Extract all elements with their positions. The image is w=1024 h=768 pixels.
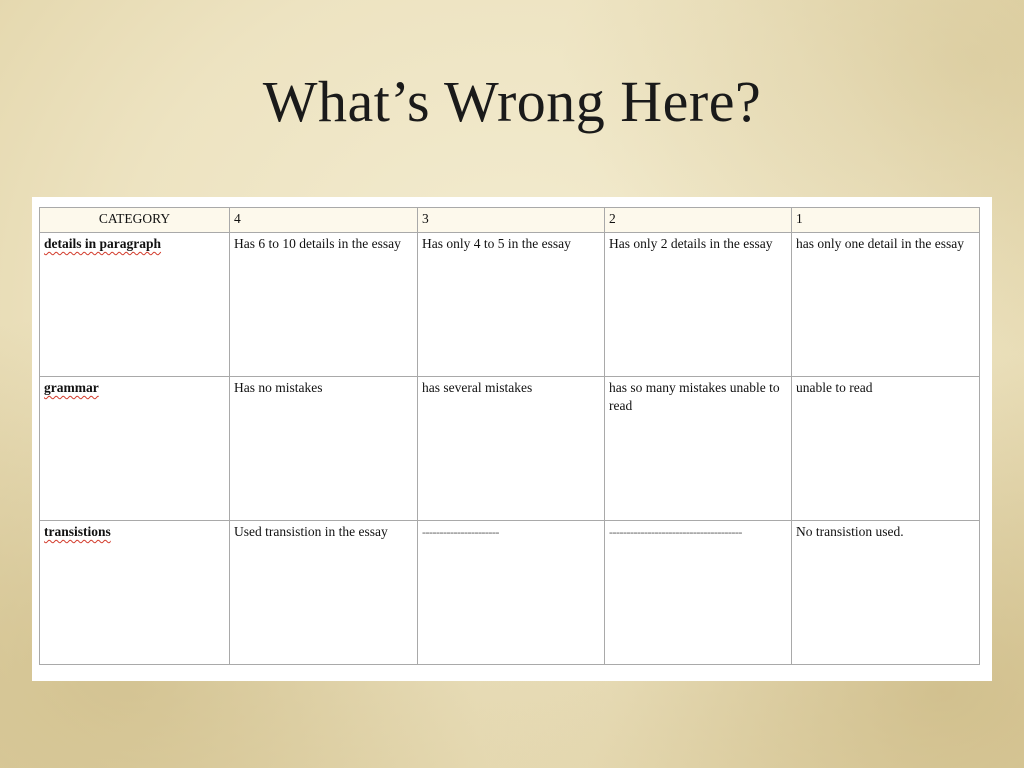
slide-title: What’s Wrong Here? [262,69,762,134]
rubric-table [39,207,980,665]
table-row [40,233,980,377]
table-cell: -------------------------------------- [605,521,792,665]
table-cell: Used transistion in the essay [230,521,418,665]
row-category [40,377,230,521]
header-score-1: 1 [792,208,980,233]
table-cell: Has 6 to 10 details in the essay [230,233,418,377]
table-cell: No transistion used. [792,521,980,665]
rubric-table-image [32,197,992,681]
table-cell: Has only 4 to 5 in the essay [418,233,605,377]
header-row [40,208,980,233]
table-cell: Has only 2 details in the essay [605,233,792,377]
header-score-2: 2 [605,208,792,233]
table-row [40,521,980,665]
category-text: details in paragraph [44,236,162,251]
header-score-3: 3 [418,208,605,233]
table-cell: ---------------------- [418,521,605,665]
table-row [40,377,980,521]
header-score-4: 4 [230,208,418,233]
category-text: transistions [44,524,111,539]
table-cell: Has no mistakes [230,377,418,521]
table-cell: has so many mistakes unable to read [605,377,792,521]
table-cell: has only one detail in the essay [792,233,980,377]
row-category [40,233,230,377]
table-cell: unable to read [792,377,980,521]
table-cell: has several mistakes [418,377,605,521]
category-text: grammar [44,380,99,395]
header-category: CATEGORY [40,208,230,233]
row-category [40,521,230,665]
